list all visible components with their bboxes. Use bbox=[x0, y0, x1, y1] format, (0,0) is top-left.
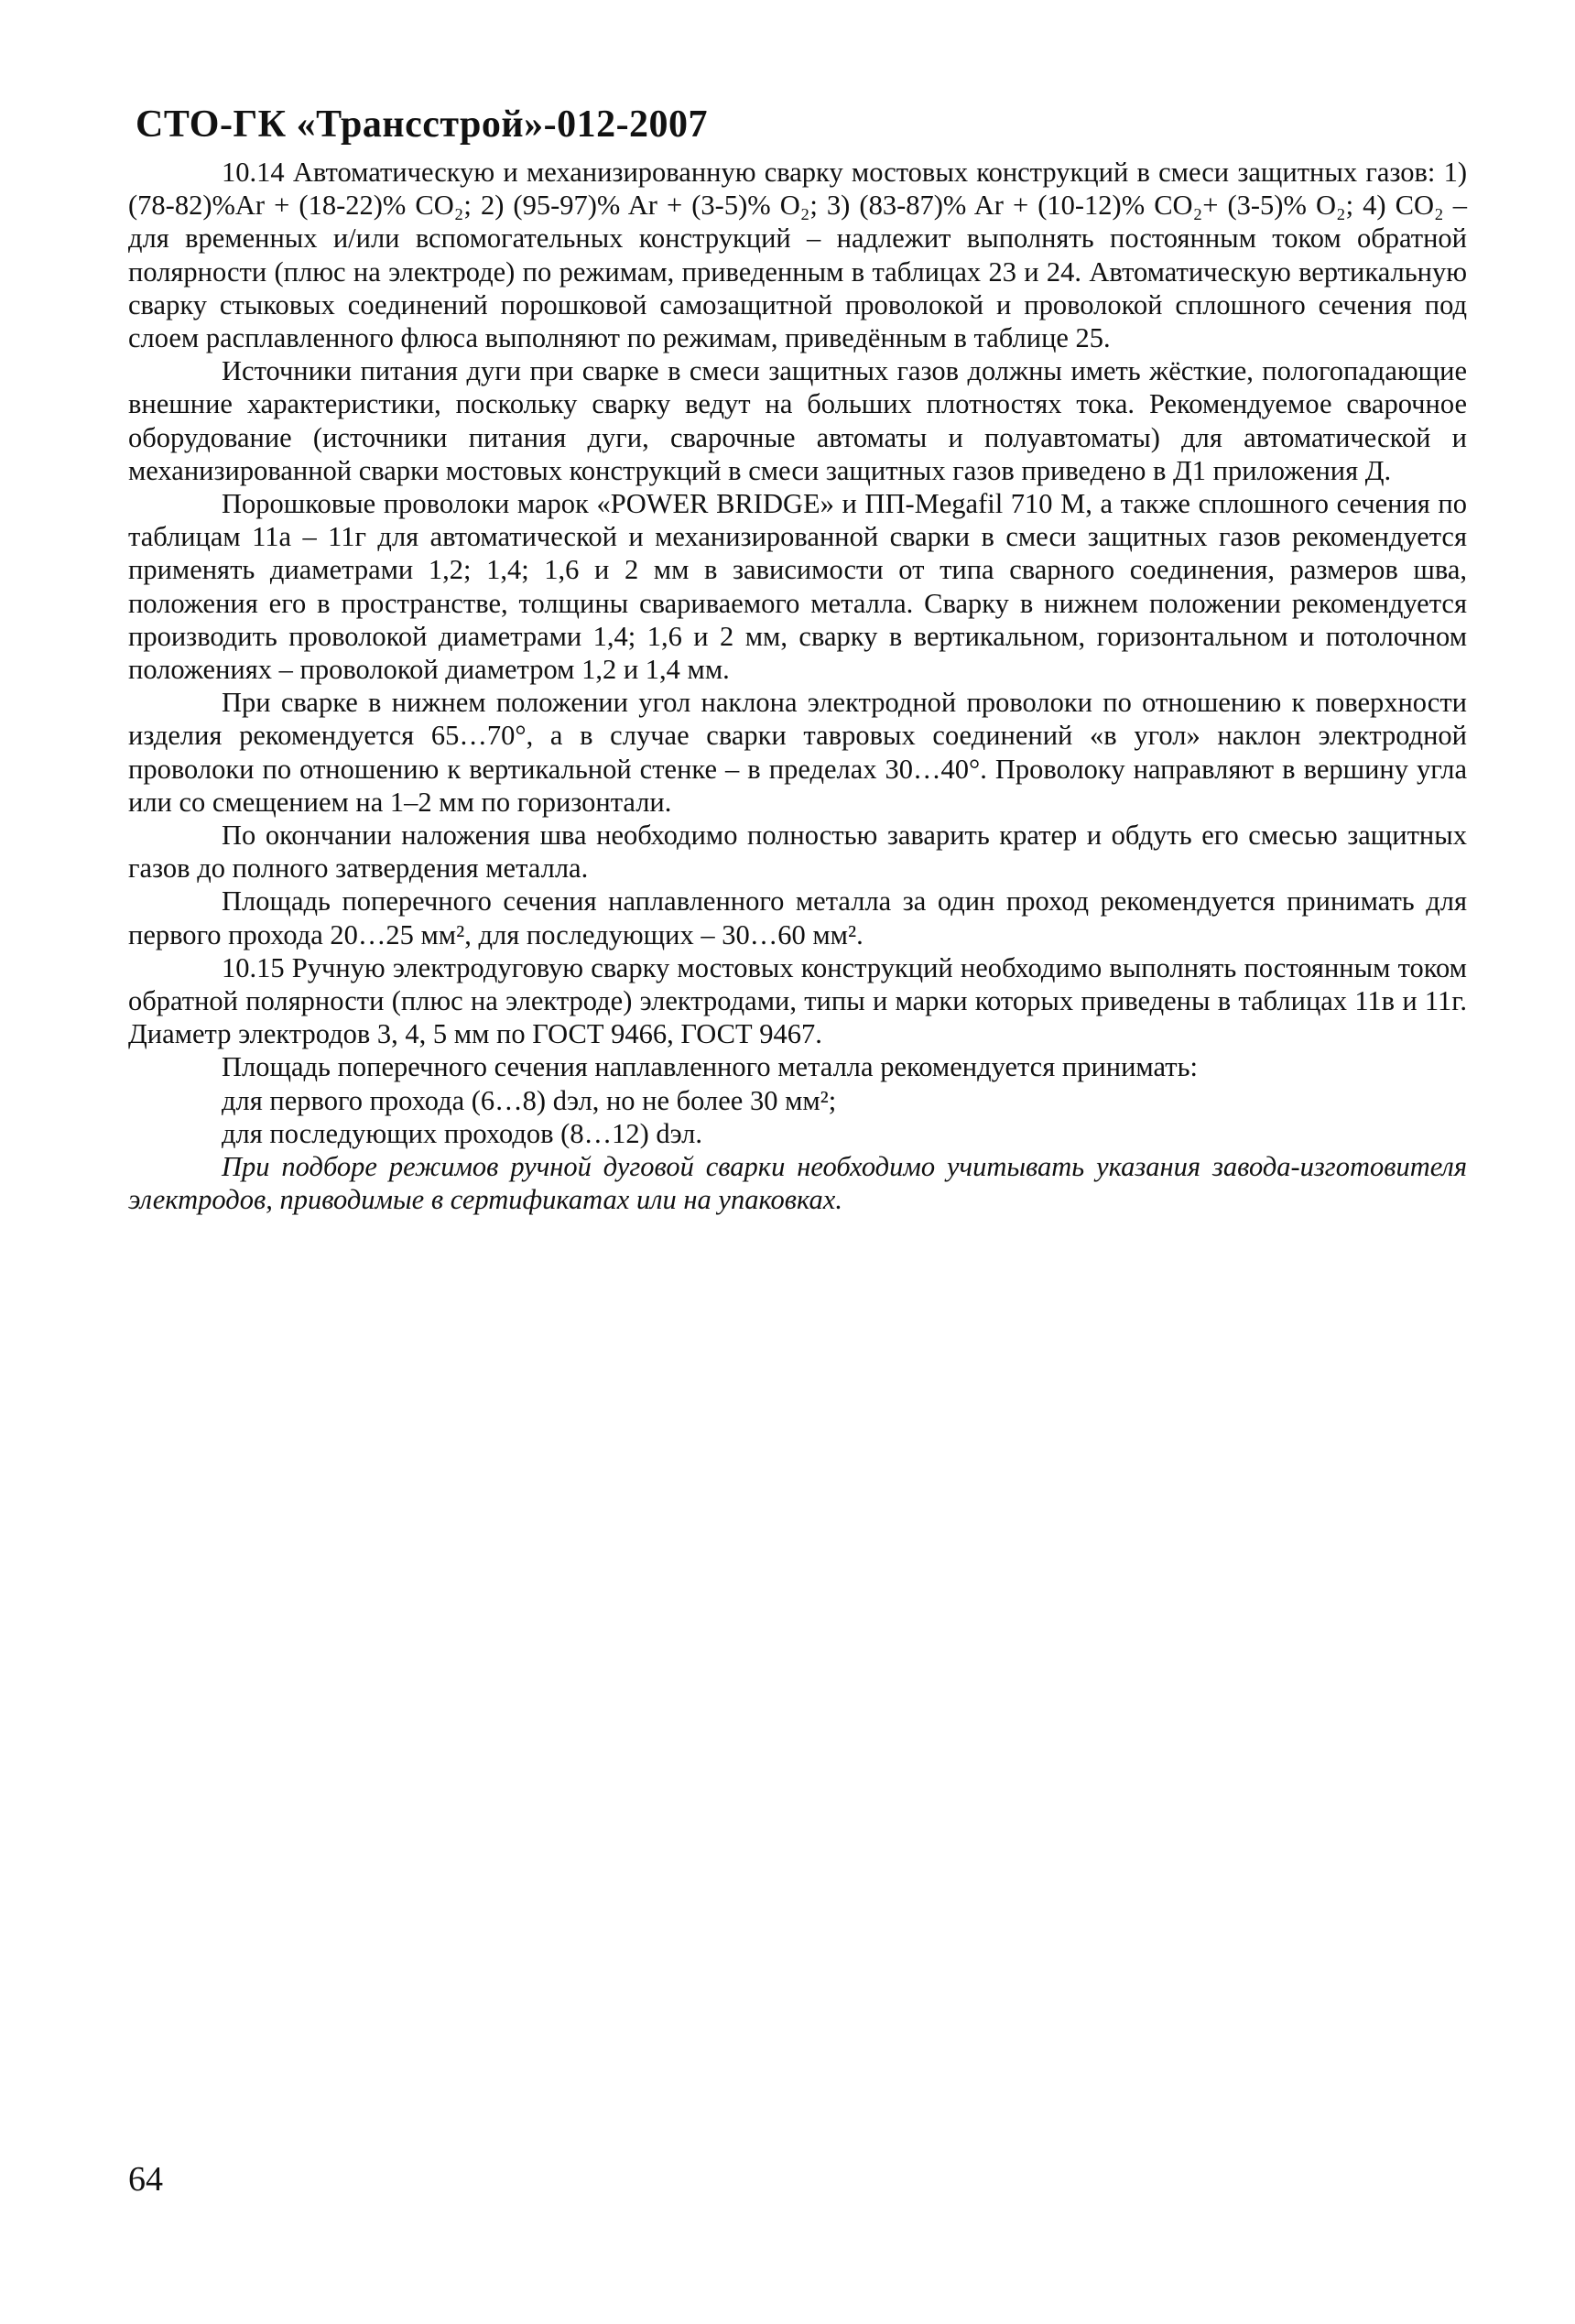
paragraph-deposit-area: Площадь поперечного сечения наплавленного металла за один проход рекомендуется принимать для первого прохода 20…25 мм², для последующих – 30…60 мм². bbox=[128, 885, 1467, 950]
paragraph-next-passes: для последующих проходов (8…12) dэл. bbox=[222, 1117, 702, 1149]
paragraph-10-15: 10.15 Ручную электродуговую сварку мостовых конструкций необходимо выполнять постоянным током обратной полярности (плюс на электроде) электродами, типы и марки которых приведены в таблицах 11в и 11г. Диаметр электродов 3, 4, 5 мм по ГОСТ 9466, ГОСТ 9467. bbox=[128, 951, 1467, 1050]
paragraph-first-pass: для первого прохода (6…8) dэл, но не более 30 мм²; bbox=[222, 1084, 837, 1116]
document-body bbox=[128, 156, 1467, 1217]
paragraph-flux-cored-wires: Порошковые проволоки марок «POWER BRIDGE» и ПП-Megafil 710 M, а также сплошного сечения по таблицам 11а – 11г для автоматической и механизированной сварки в смеси защитных газов рекомендуется применять диаметрами 1,2; 1,4; 1,6 и 2 мм в зависимости от типа сварного соединения, размеров шва, положения его в пространстве, толщины свариваемого металла. Сварку в нижнем положении рекомендуется производить проволокой диаметрами 1,4; 1,6 и 2 мм, сварку в вертикальном, горизонтальном и потолочном положениях – проволокой диаметром 1,2 и 1,4 мм. bbox=[128, 488, 1467, 686]
paragraph-manual-deposit-area: Площадь поперечного сечения наплавленного металла рекомендуется принимать: bbox=[222, 1051, 1198, 1083]
paragraph-crater-fill: По окончании наложения шва необходимо полностью заварить кратер и обдуть его смесью защитных газов до полного затвердения металла. bbox=[128, 820, 1467, 885]
page-number: 64 bbox=[128, 2160, 163, 2199]
paragraph-wire-angle: При сварке в нижнем положении угол наклона электродной проволоки по отношению к поверхности изделия рекомендуется 65…70°, а в случае сварки тавровых соединений «в угол» наклон электродной проволоки по отношению к вертикальной стенке – в пределах 30…40°. Проволоку направляют в вершину угла или со смещением на 1–2 мм по горизонтали. bbox=[128, 687, 1467, 818]
paragraph-10-14: 10.14 Автоматическую и механизированную сварку мостовых конструкций в смеси защитных газов: 1) (78-82)%Ar + (18-22)% CO₂; 2) (95-97)% Ar + (3-5)% O₂; 3) (83-87)% Ar + (10-12)% CO₂+ (3-5)% O₂; 4) CO₂ – для временных и/или вспомогательных конструкций – надлежит выполнять постоянным током обратной полярности (плюс на электроде) по режимам, приведенным в таблицах 23 и 24. Автоматическую вертикальную сварку стыковых соединений порошковой самозащитной проволокой и проволокой сплошного сечения под слоем расплавленного флюса выполняют по режимам, приведённым в таблице 25. bbox=[128, 157, 1467, 354]
paragraph-manufacturer-note: При подборе режимов ручной дуговой сварки необходимо учитывать указания завода-изготовителя электродов, приводимые в сертификатах или на упаковках. bbox=[128, 1151, 1467, 1216]
document-header: СТО-ГК «Трансстрой»-012-2007 bbox=[136, 103, 709, 146]
paragraph-arc-power-sources: Источники питания дуги при сварке в смеси защитных газов должны иметь жёсткие, пологопадающие внешние характеристики, поскольку сварку ведут на больших плотностях тока. Рекомендуемое сварочное оборудование (источники питания дуги, сварочные автоматы и полуавтоматы) для автоматической и механизированной сварки мостовых конструкций в смеси защитных газов приведено в Д1 приложения Д. bbox=[128, 355, 1467, 486]
